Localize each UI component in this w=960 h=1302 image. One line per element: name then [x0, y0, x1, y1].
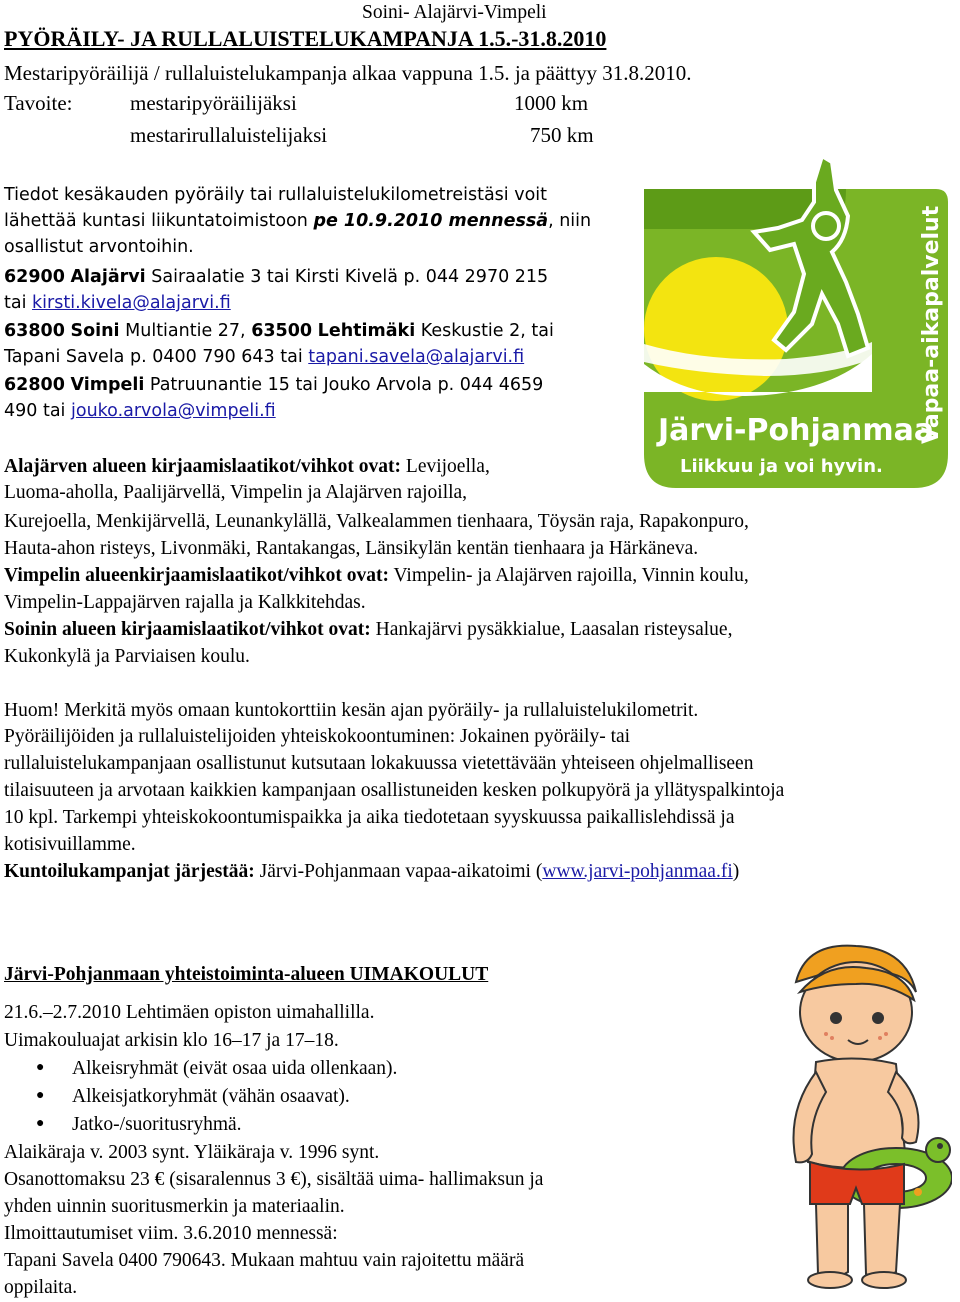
swim-fee-2: yhden uinnin suoritusmerkin ja materiaalin. — [4, 1196, 345, 1217]
contacts-intro-3: osallistut arvontoihin. — [4, 237, 194, 257]
contacts-intro-1: Tiedot kesäkauden pyöräily tai rullaluistelukilometreistäsi voit — [4, 185, 548, 205]
contacts-intro-2: lähettää kuntasi liikuntatoimistoon pe 10.9.2010 mennessä, niin — [4, 211, 592, 231]
jarvi-pohjanmaa-logo — [636, 154, 952, 492]
swim-contact-2: oppilaita. — [4, 1277, 78, 1298]
goal-cycling: mestaripyöräilijäksi — [130, 91, 297, 115]
goal-label: Tavoite: — [4, 91, 73, 115]
logo-side-text: Vapaa-aikapalvelut — [919, 205, 944, 444]
swim-fee-1: Osanottomaksu 23 € (sisaralennus 3 €), sisältää uima- hallimaksun ja — [4, 1169, 544, 1190]
vimpeli-email-link[interactable]: jouko.arvola@vimpeli.fi — [71, 401, 276, 421]
campaign-intro: Mestaripyöräilijä / rullaluistelukampanja alkaa vappuna 1.5. ja päättyy 31.8.2010. — [4, 61, 692, 85]
contact-vimpeli-email-row: 490 tai jouko.arvola@vimpeli.fi — [4, 401, 276, 421]
swim-contact-1: Tapani Savela 0400 790643. Mukaan mahtuu vain rajoitettu määrä — [4, 1250, 525, 1271]
alajarvi-boxes-line-4: Hauta-ahon risteys, Livonmäki, Rantakangas, Länsikylän kentän tienhaara ja Härkäneva. — [4, 538, 699, 559]
campaign-title: PYÖRÄILY- JA RULLALUISTELUKAMPANJA 1.5.-31.8.2010 — [4, 26, 607, 51]
swim-date: 21.6.–2.7.2010 Lehtimäen opiston uimahallilla. — [4, 1002, 375, 1023]
logo-name: Järvi-Pohjanmaa — [658, 413, 935, 448]
contact-alajarvi: 62900 Alajärvi Sairaalatie 3 tai Kirsti Kivelä p. 044 2970 215 — [4, 267, 549, 287]
note-line-2: Pyöräilijöiden ja rullaluistelijoiden yhteiskokoontuminen: Jokainen pyöräily- tai — [4, 726, 631, 747]
bullet-icon: ● — [36, 1060, 45, 1075]
note-line-3: rullaluistelukampanjaan osallistunut kutsutaan lokakuussa vietettävään yhteiseen ohjelmalliseen — [4, 753, 754, 774]
goal-skating: mestarirullaluistelijaksi — [130, 123, 328, 147]
organizer-website-link[interactable]: www.jarvi-pohjanmaa.fi — [542, 861, 733, 882]
vimpeli-boxes-line-2: Vimpelin-Lappajärven rajalla ja Kalkkitehdas. — [4, 592, 366, 613]
swim-title: Järvi-Pohjanmaan yhteistoiminta-alueen UIMAKOULUT — [4, 964, 489, 985]
bullet-icon: ● — [36, 1116, 45, 1131]
note-line-5: 10 kpl. Tarkempi yhteiskokoontumispaikka ja aika tiedotetaan syyskuussa paikallislehdissä ja — [4, 807, 735, 828]
swim-group-2: Alkeisjatkoryhmät (vähän osaavat). — [72, 1086, 350, 1107]
soini-boxes-line-2: Kukonkylä ja Parviaisen koulu. — [4, 646, 250, 667]
note-line-4: tilaisuuteen ja arvotaan kaikkien kampanjaan osallistuneiden kesken polkupyörä ja yllätyspalkintoja — [4, 780, 785, 801]
vimpeli-boxes-line-1: Vimpelin alueenkirjaamislaatikot/vihkot ovat: Vimpelin- ja Alajärven rajoilla, Vinnin koulu, — [4, 565, 749, 586]
bullet-icon: ● — [36, 1088, 45, 1103]
soini-email-link[interactable]: tapani.savela@alajarvi.fi — [308, 347, 525, 367]
swim-group-3: Jatko-/suoritusryhmä. — [72, 1114, 242, 1135]
swim-group-1: Alkeisryhmät (eivät osaa uida ollenkaan). — [72, 1058, 398, 1079]
contact-vimpeli: 62800 Vimpeli Patruunantie 15 tai Jouko Arvola p. 044 4659 — [4, 375, 544, 395]
contact-soini: 63800 Soini Multiantie 27, 63500 Lehtimäki Keskustie 2, tai — [4, 321, 554, 341]
note-line-1: Huom! Merkitä myös omaan kuntokorttiin kesän ajan pyöräily- ja rullaluistelukilometrit. — [4, 700, 699, 721]
swim-age: Alaikäraja v. 2003 synt. Yläikäraja v. 1996 synt. — [4, 1142, 380, 1163]
alajarvi-boxes-line-3: Kurejoella, Menkijärvellä, Leunankylällä, Valkealammen tienhaara, Töysän raja, Rapakonpuro, — [4, 511, 749, 532]
alajarvi-boxes-line-1: Alajärven alueen kirjaamislaatikot/vihkot ovat: Levijoella, — [4, 456, 490, 477]
soini-boxes-line-1: Soinin alueen kirjaamislaatikot/vihkot ovat: Hankajärvi pysäkkialue, Laasalan risteysalue, — [4, 619, 733, 640]
swim-signup: Ilmoittautumiset viim. 3.6.2010 mennessä: — [4, 1223, 338, 1244]
alajarvi-email-link[interactable]: kirsti.kivela@alajarvi.fi — [32, 293, 231, 313]
alajarvi-boxes-line-2: Luoma-aholla, Paalijärvellä, Vimpelin ja Alajärven rajoilla, — [4, 482, 468, 503]
organizer-line: Kuntoilukampanjat järjestää: Järvi-Pohjanmaan vapaa-aikatoimi (www.jarvi-pohjanmaa.fi) — [4, 861, 740, 882]
swim-times: Uimakouluajat arkisin klo 16–17 ja 17–18. — [4, 1030, 339, 1051]
logo-slogan: Liikkuu ja voi hyvin. — [680, 456, 883, 477]
goal-cycling-distance: 1000 km — [514, 91, 589, 115]
note-line-6: kotisivuillamme. — [4, 834, 136, 855]
location-heading: Soini- Alajärvi-Vimpeli — [362, 2, 547, 23]
swimming-boy-illustration — [756, 942, 952, 1294]
contact-alajarvi-email-row: tai kirsti.kivela@alajarvi.fi — [4, 293, 231, 313]
goal-skating-distance: 750 km — [530, 123, 594, 147]
contact-soini-email-row: Tapani Savela p. 0400 790 643 tai tapani.savela@alajarvi.fi — [4, 347, 525, 367]
